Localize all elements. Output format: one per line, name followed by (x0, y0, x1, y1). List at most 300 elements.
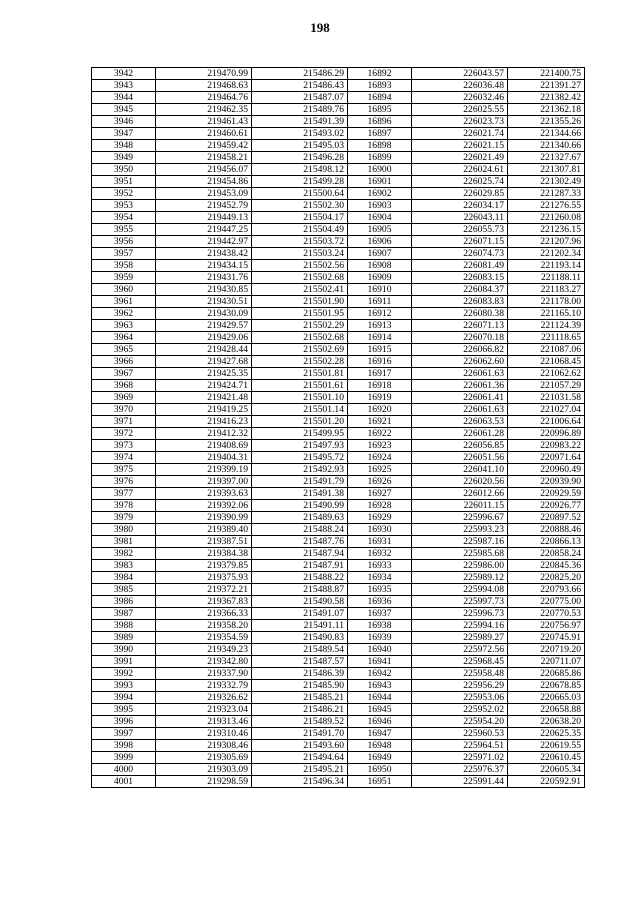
right-point-number-cell: 16908 (348, 260, 412, 272)
left-point-number-cell: 3953 (92, 200, 156, 212)
left-point-number-cell: 3952 (92, 188, 156, 200)
left-y-cell: 215501.95 (252, 308, 348, 320)
left-x-cell: 219462.35 (156, 104, 252, 116)
left-y-cell: 215502.69 (252, 344, 348, 356)
right-x-cell: 226083.15 (412, 272, 508, 284)
left-point-number-cell: 3955 (92, 224, 156, 236)
left-point-number-cell: 3973 (92, 440, 156, 452)
left-point-number-cell: 3957 (92, 248, 156, 260)
left-y-cell: 215490.99 (252, 500, 348, 512)
right-y-cell: 220866.13 (508, 536, 585, 548)
right-y-cell: 220793.66 (508, 584, 585, 596)
right-x-cell: 226025.74 (412, 176, 508, 188)
right-y-cell: 221057.29 (508, 380, 585, 392)
left-point-number-cell: 3961 (92, 296, 156, 308)
right-y-cell: 220610.45 (508, 752, 585, 764)
left-x-cell: 219392.06 (156, 500, 252, 512)
table-row (92, 212, 585, 224)
right-x-cell: 226070.18 (412, 332, 508, 344)
right-point-number-cell: 16944 (348, 692, 412, 704)
left-x-cell: 219372.21 (156, 584, 252, 596)
left-point-number-cell: 3946 (92, 116, 156, 128)
left-point-number-cell: 3993 (92, 680, 156, 692)
table-row (92, 440, 585, 452)
left-y-cell: 215499.28 (252, 176, 348, 188)
table-row (92, 164, 585, 176)
right-point-number-cell: 16927 (348, 488, 412, 500)
left-point-number-cell: 3981 (92, 536, 156, 548)
left-y-cell: 215486.43 (252, 80, 348, 92)
left-x-cell: 219427.68 (156, 356, 252, 368)
left-x-cell: 219332.79 (156, 680, 252, 692)
left-x-cell: 219387.51 (156, 536, 252, 548)
right-x-cell: 226012.66 (412, 488, 508, 500)
left-x-cell: 219384.38 (156, 548, 252, 560)
left-x-cell: 219308.46 (156, 740, 252, 752)
left-x-cell: 219354.59 (156, 632, 252, 644)
left-point-number-cell: 3985 (92, 584, 156, 596)
right-y-cell: 220638.20 (508, 716, 585, 728)
left-y-cell: 215492.93 (252, 464, 348, 476)
left-point-number-cell: 3963 (92, 320, 156, 332)
right-point-number-cell: 16894 (348, 92, 412, 104)
table-row (92, 368, 585, 380)
right-x-cell: 226041.10 (412, 464, 508, 476)
left-y-cell: 215502.41 (252, 284, 348, 296)
right-point-number-cell: 16906 (348, 236, 412, 248)
right-x-cell: 226020.56 (412, 476, 508, 488)
right-y-cell: 220665.03 (508, 692, 585, 704)
left-x-cell: 219375.93 (156, 572, 252, 584)
left-x-cell: 219429.06 (156, 332, 252, 344)
right-y-cell: 221400.75 (508, 68, 585, 80)
left-x-cell: 219419.25 (156, 404, 252, 416)
left-y-cell: 215502.29 (252, 320, 348, 332)
left-x-cell: 219421.48 (156, 392, 252, 404)
left-x-cell: 219379.85 (156, 560, 252, 572)
coordinates-table (91, 67, 585, 788)
left-y-cell: 215498.12 (252, 164, 348, 176)
right-x-cell: 226021.74 (412, 128, 508, 140)
table-row (92, 704, 585, 716)
left-y-cell: 215501.90 (252, 296, 348, 308)
table-row (92, 620, 585, 632)
left-x-cell: 219464.76 (156, 92, 252, 104)
left-point-number-cell: 3951 (92, 176, 156, 188)
left-point-number-cell: 3988 (92, 620, 156, 632)
right-x-cell: 226034.17 (412, 200, 508, 212)
left-point-number-cell: 3978 (92, 500, 156, 512)
left-point-number-cell: 3944 (92, 92, 156, 104)
right-y-cell: 221062.62 (508, 368, 585, 380)
left-point-number-cell: 3990 (92, 644, 156, 656)
right-y-cell: 220605.34 (508, 764, 585, 776)
table-row (92, 692, 585, 704)
left-point-number-cell: 3971 (92, 416, 156, 428)
right-point-number-cell: 16921 (348, 416, 412, 428)
right-point-number-cell: 16899 (348, 152, 412, 164)
right-x-cell: 225996.73 (412, 608, 508, 620)
right-x-cell: 226029.85 (412, 188, 508, 200)
right-point-number-cell: 16915 (348, 344, 412, 356)
right-y-cell: 220625.35 (508, 728, 585, 740)
left-y-cell: 215503.72 (252, 236, 348, 248)
right-point-number-cell: 16930 (348, 524, 412, 536)
left-x-cell: 219342.80 (156, 656, 252, 668)
right-y-cell: 221340.66 (508, 140, 585, 152)
left-x-cell: 219366.33 (156, 608, 252, 620)
right-y-cell: 220858.24 (508, 548, 585, 560)
right-point-number-cell: 16945 (348, 704, 412, 716)
left-point-number-cell: 3966 (92, 356, 156, 368)
table-row (92, 656, 585, 668)
left-x-cell: 219430.85 (156, 284, 252, 296)
left-x-cell: 219424.71 (156, 380, 252, 392)
right-point-number-cell: 16918 (348, 380, 412, 392)
left-point-number-cell: 3977 (92, 488, 156, 500)
left-x-cell: 219428.44 (156, 344, 252, 356)
right-y-cell: 221193.14 (508, 260, 585, 272)
right-y-cell: 220685.86 (508, 668, 585, 680)
left-point-number-cell: 3960 (92, 284, 156, 296)
left-x-cell: 219337.90 (156, 668, 252, 680)
left-y-cell: 215496.34 (252, 776, 348, 788)
table-row (92, 200, 585, 212)
right-point-number-cell: 16949 (348, 752, 412, 764)
left-point-number-cell: 3986 (92, 596, 156, 608)
right-y-cell: 221183.27 (508, 284, 585, 296)
left-x-cell: 219459.42 (156, 140, 252, 152)
left-point-number-cell: 4000 (92, 764, 156, 776)
right-point-number-cell: 16929 (348, 512, 412, 524)
table-row (92, 740, 585, 752)
left-y-cell: 215495.03 (252, 140, 348, 152)
left-y-cell: 215491.39 (252, 116, 348, 128)
left-y-cell: 215491.38 (252, 488, 348, 500)
left-point-number-cell: 3964 (92, 332, 156, 344)
left-y-cell: 215485.90 (252, 680, 348, 692)
left-x-cell: 219305.69 (156, 752, 252, 764)
right-y-cell: 220756.97 (508, 620, 585, 632)
right-point-number-cell: 16892 (348, 68, 412, 80)
right-point-number-cell: 16939 (348, 632, 412, 644)
left-x-cell: 219468.63 (156, 80, 252, 92)
table-row (92, 380, 585, 392)
right-point-number-cell: 16900 (348, 164, 412, 176)
right-point-number-cell: 16946 (348, 716, 412, 728)
right-point-number-cell: 16934 (348, 572, 412, 584)
right-y-cell: 221260.08 (508, 212, 585, 224)
table-row (92, 728, 585, 740)
right-point-number-cell: 16911 (348, 296, 412, 308)
left-x-cell: 219430.51 (156, 296, 252, 308)
right-y-cell: 220592.91 (508, 776, 585, 788)
left-x-cell: 219470.99 (156, 68, 252, 80)
left-point-number-cell: 3979 (92, 512, 156, 524)
left-y-cell: 215487.57 (252, 656, 348, 668)
right-point-number-cell: 16933 (348, 560, 412, 572)
left-x-cell: 219416.23 (156, 416, 252, 428)
left-point-number-cell: 4001 (92, 776, 156, 788)
left-x-cell: 219408.69 (156, 440, 252, 452)
right-x-cell: 226062.60 (412, 356, 508, 368)
right-y-cell: 221188.11 (508, 272, 585, 284)
right-y-cell: 221276.55 (508, 200, 585, 212)
right-y-cell: 221087.06 (508, 344, 585, 356)
right-x-cell: 226051.56 (412, 452, 508, 464)
left-y-cell: 215486.39 (252, 668, 348, 680)
right-point-number-cell: 16897 (348, 128, 412, 140)
right-point-number-cell: 16941 (348, 656, 412, 668)
right-x-cell: 225954.20 (412, 716, 508, 728)
right-x-cell: 226080.38 (412, 308, 508, 320)
left-point-number-cell: 3967 (92, 368, 156, 380)
right-x-cell: 226025.55 (412, 104, 508, 116)
right-point-number-cell: 16901 (348, 176, 412, 188)
right-point-number-cell: 16916 (348, 356, 412, 368)
table-row (92, 272, 585, 284)
left-point-number-cell: 3945 (92, 104, 156, 116)
right-y-cell: 221307.81 (508, 164, 585, 176)
right-point-number-cell: 16903 (348, 200, 412, 212)
left-point-number-cell: 3956 (92, 236, 156, 248)
right-x-cell: 226061.36 (412, 380, 508, 392)
left-y-cell: 215502.30 (252, 200, 348, 212)
right-y-cell: 220888.46 (508, 524, 585, 536)
left-x-cell: 219298.59 (156, 776, 252, 788)
left-point-number-cell: 3991 (92, 656, 156, 668)
right-y-cell: 221031.58 (508, 392, 585, 404)
right-y-cell: 220658.88 (508, 704, 585, 716)
left-x-cell: 219313.46 (156, 716, 252, 728)
right-x-cell: 226056.85 (412, 440, 508, 452)
left-x-cell: 219452.79 (156, 200, 252, 212)
right-y-cell: 220929.59 (508, 488, 585, 500)
left-point-number-cell: 3942 (92, 68, 156, 80)
left-y-cell: 215486.29 (252, 68, 348, 80)
right-y-cell: 221327.67 (508, 152, 585, 164)
left-x-cell: 219412.32 (156, 428, 252, 440)
right-y-cell: 221006.64 (508, 416, 585, 428)
left-point-number-cell: 3994 (92, 692, 156, 704)
left-y-cell: 215503.24 (252, 248, 348, 260)
table-row (92, 224, 585, 236)
table-row (92, 512, 585, 524)
right-y-cell: 221118.65 (508, 332, 585, 344)
right-y-cell: 220960.49 (508, 464, 585, 476)
table-row (92, 188, 585, 200)
left-y-cell: 215488.24 (252, 524, 348, 536)
left-x-cell: 219367.83 (156, 596, 252, 608)
left-point-number-cell: 3989 (92, 632, 156, 644)
right-x-cell: 226032.46 (412, 92, 508, 104)
right-y-cell: 221124.39 (508, 320, 585, 332)
right-x-cell: 225960.53 (412, 728, 508, 740)
left-y-cell: 215493.60 (252, 740, 348, 752)
right-y-cell: 221302.49 (508, 176, 585, 188)
table-row (92, 680, 585, 692)
right-x-cell: 225991.44 (412, 776, 508, 788)
right-point-number-cell: 16937 (348, 608, 412, 620)
right-point-number-cell: 16922 (348, 428, 412, 440)
table-row (92, 416, 585, 428)
left-point-number-cell: 3976 (92, 476, 156, 488)
right-point-number-cell: 16920 (348, 404, 412, 416)
right-x-cell: 226043.11 (412, 212, 508, 224)
right-y-cell: 220678.85 (508, 680, 585, 692)
left-y-cell: 215501.10 (252, 392, 348, 404)
right-x-cell: 225971.02 (412, 752, 508, 764)
right-x-cell: 226071.15 (412, 236, 508, 248)
table-row (92, 128, 585, 140)
right-point-number-cell: 16902 (348, 188, 412, 200)
right-point-number-cell: 16928 (348, 500, 412, 512)
left-y-cell: 215499.95 (252, 428, 348, 440)
table-row (92, 668, 585, 680)
left-y-cell: 215501.81 (252, 368, 348, 380)
right-point-number-cell: 16919 (348, 392, 412, 404)
left-point-number-cell: 3972 (92, 428, 156, 440)
right-x-cell: 226063.53 (412, 416, 508, 428)
table-row (92, 332, 585, 344)
right-y-cell: 220926.77 (508, 500, 585, 512)
left-y-cell: 215491.79 (252, 476, 348, 488)
right-x-cell: 225976.37 (412, 764, 508, 776)
right-y-cell: 221382.42 (508, 92, 585, 104)
right-x-cell: 226036.48 (412, 80, 508, 92)
left-point-number-cell: 3965 (92, 344, 156, 356)
left-point-number-cell: 3997 (92, 728, 156, 740)
right-point-number-cell: 16942 (348, 668, 412, 680)
right-x-cell: 226043.57 (412, 68, 508, 80)
left-y-cell: 215488.87 (252, 584, 348, 596)
left-y-cell: 215488.22 (252, 572, 348, 584)
table-row (92, 464, 585, 476)
right-point-number-cell: 16912 (348, 308, 412, 320)
left-point-number-cell: 3970 (92, 404, 156, 416)
left-y-cell: 215490.58 (252, 596, 348, 608)
right-y-cell: 220971.64 (508, 452, 585, 464)
right-x-cell: 225972.56 (412, 644, 508, 656)
left-point-number-cell: 3962 (92, 308, 156, 320)
right-point-number-cell: 16932 (348, 548, 412, 560)
right-x-cell: 226071.13 (412, 320, 508, 332)
right-point-number-cell: 16950 (348, 764, 412, 776)
table-row (92, 596, 585, 608)
left-y-cell: 215489.63 (252, 512, 348, 524)
left-x-cell: 219438.42 (156, 248, 252, 260)
right-x-cell: 225996.67 (412, 512, 508, 524)
right-point-number-cell: 16905 (348, 224, 412, 236)
left-y-cell: 215501.20 (252, 416, 348, 428)
left-x-cell: 219460.61 (156, 128, 252, 140)
left-y-cell: 215489.76 (252, 104, 348, 116)
table-row (92, 428, 585, 440)
right-x-cell: 225989.27 (412, 632, 508, 644)
left-y-cell: 215502.28 (252, 356, 348, 368)
right-y-cell: 221355.26 (508, 116, 585, 128)
right-x-cell: 225997.73 (412, 596, 508, 608)
left-y-cell: 215491.11 (252, 620, 348, 632)
right-y-cell: 220719.20 (508, 644, 585, 656)
table-row (92, 140, 585, 152)
right-y-cell: 221202.34 (508, 248, 585, 260)
left-point-number-cell: 3968 (92, 380, 156, 392)
table-row (92, 356, 585, 368)
left-point-number-cell: 3958 (92, 260, 156, 272)
table-row (92, 500, 585, 512)
left-x-cell: 219425.35 (156, 368, 252, 380)
left-y-cell: 215487.07 (252, 92, 348, 104)
right-point-number-cell: 16914 (348, 332, 412, 344)
right-point-number-cell: 16896 (348, 116, 412, 128)
right-x-cell: 225987.16 (412, 536, 508, 548)
left-y-cell: 215485.21 (252, 692, 348, 704)
left-point-number-cell: 3950 (92, 164, 156, 176)
table-row (92, 752, 585, 764)
left-point-number-cell: 3948 (92, 140, 156, 152)
left-y-cell: 215489.54 (252, 644, 348, 656)
table-row (92, 284, 585, 296)
left-x-cell: 219456.07 (156, 164, 252, 176)
table-row (92, 632, 585, 644)
table-row (92, 716, 585, 728)
right-point-number-cell: 16951 (348, 776, 412, 788)
table-row (92, 80, 585, 92)
left-x-cell: 219393.63 (156, 488, 252, 500)
left-y-cell: 215495.72 (252, 452, 348, 464)
left-x-cell: 219310.46 (156, 728, 252, 740)
left-y-cell: 215501.61 (252, 380, 348, 392)
table-row (92, 344, 585, 356)
left-y-cell: 215497.93 (252, 440, 348, 452)
right-y-cell: 220983.22 (508, 440, 585, 452)
table-row (92, 152, 585, 164)
table-row (92, 488, 585, 500)
right-x-cell: 225994.16 (412, 620, 508, 632)
left-x-cell: 219431.76 (156, 272, 252, 284)
left-x-cell: 219454.86 (156, 176, 252, 188)
left-y-cell: 215502.56 (252, 260, 348, 272)
table-row (92, 452, 585, 464)
right-y-cell: 221391.27 (508, 80, 585, 92)
table-row (92, 476, 585, 488)
right-y-cell: 221362.18 (508, 104, 585, 116)
right-x-cell: 226024.61 (412, 164, 508, 176)
right-x-cell: 226084.37 (412, 284, 508, 296)
right-x-cell: 226055.73 (412, 224, 508, 236)
right-x-cell: 225958.48 (412, 668, 508, 680)
left-point-number-cell: 3975 (92, 464, 156, 476)
right-x-cell: 226061.41 (412, 392, 508, 404)
table-row (92, 536, 585, 548)
left-y-cell: 215500.64 (252, 188, 348, 200)
right-y-cell: 220845.36 (508, 560, 585, 572)
right-x-cell: 225985.68 (412, 548, 508, 560)
table-row (92, 236, 585, 248)
left-x-cell: 219429.57 (156, 320, 252, 332)
table-row (92, 92, 585, 104)
right-y-cell: 221236.15 (508, 224, 585, 236)
right-y-cell: 220825.20 (508, 572, 585, 584)
left-x-cell: 219434.15 (156, 260, 252, 272)
right-point-number-cell: 16917 (348, 368, 412, 380)
right-y-cell: 221027.04 (508, 404, 585, 416)
left-y-cell: 215487.94 (252, 548, 348, 560)
left-point-number-cell: 3949 (92, 152, 156, 164)
right-x-cell: 226021.15 (412, 140, 508, 152)
table-row (92, 392, 585, 404)
